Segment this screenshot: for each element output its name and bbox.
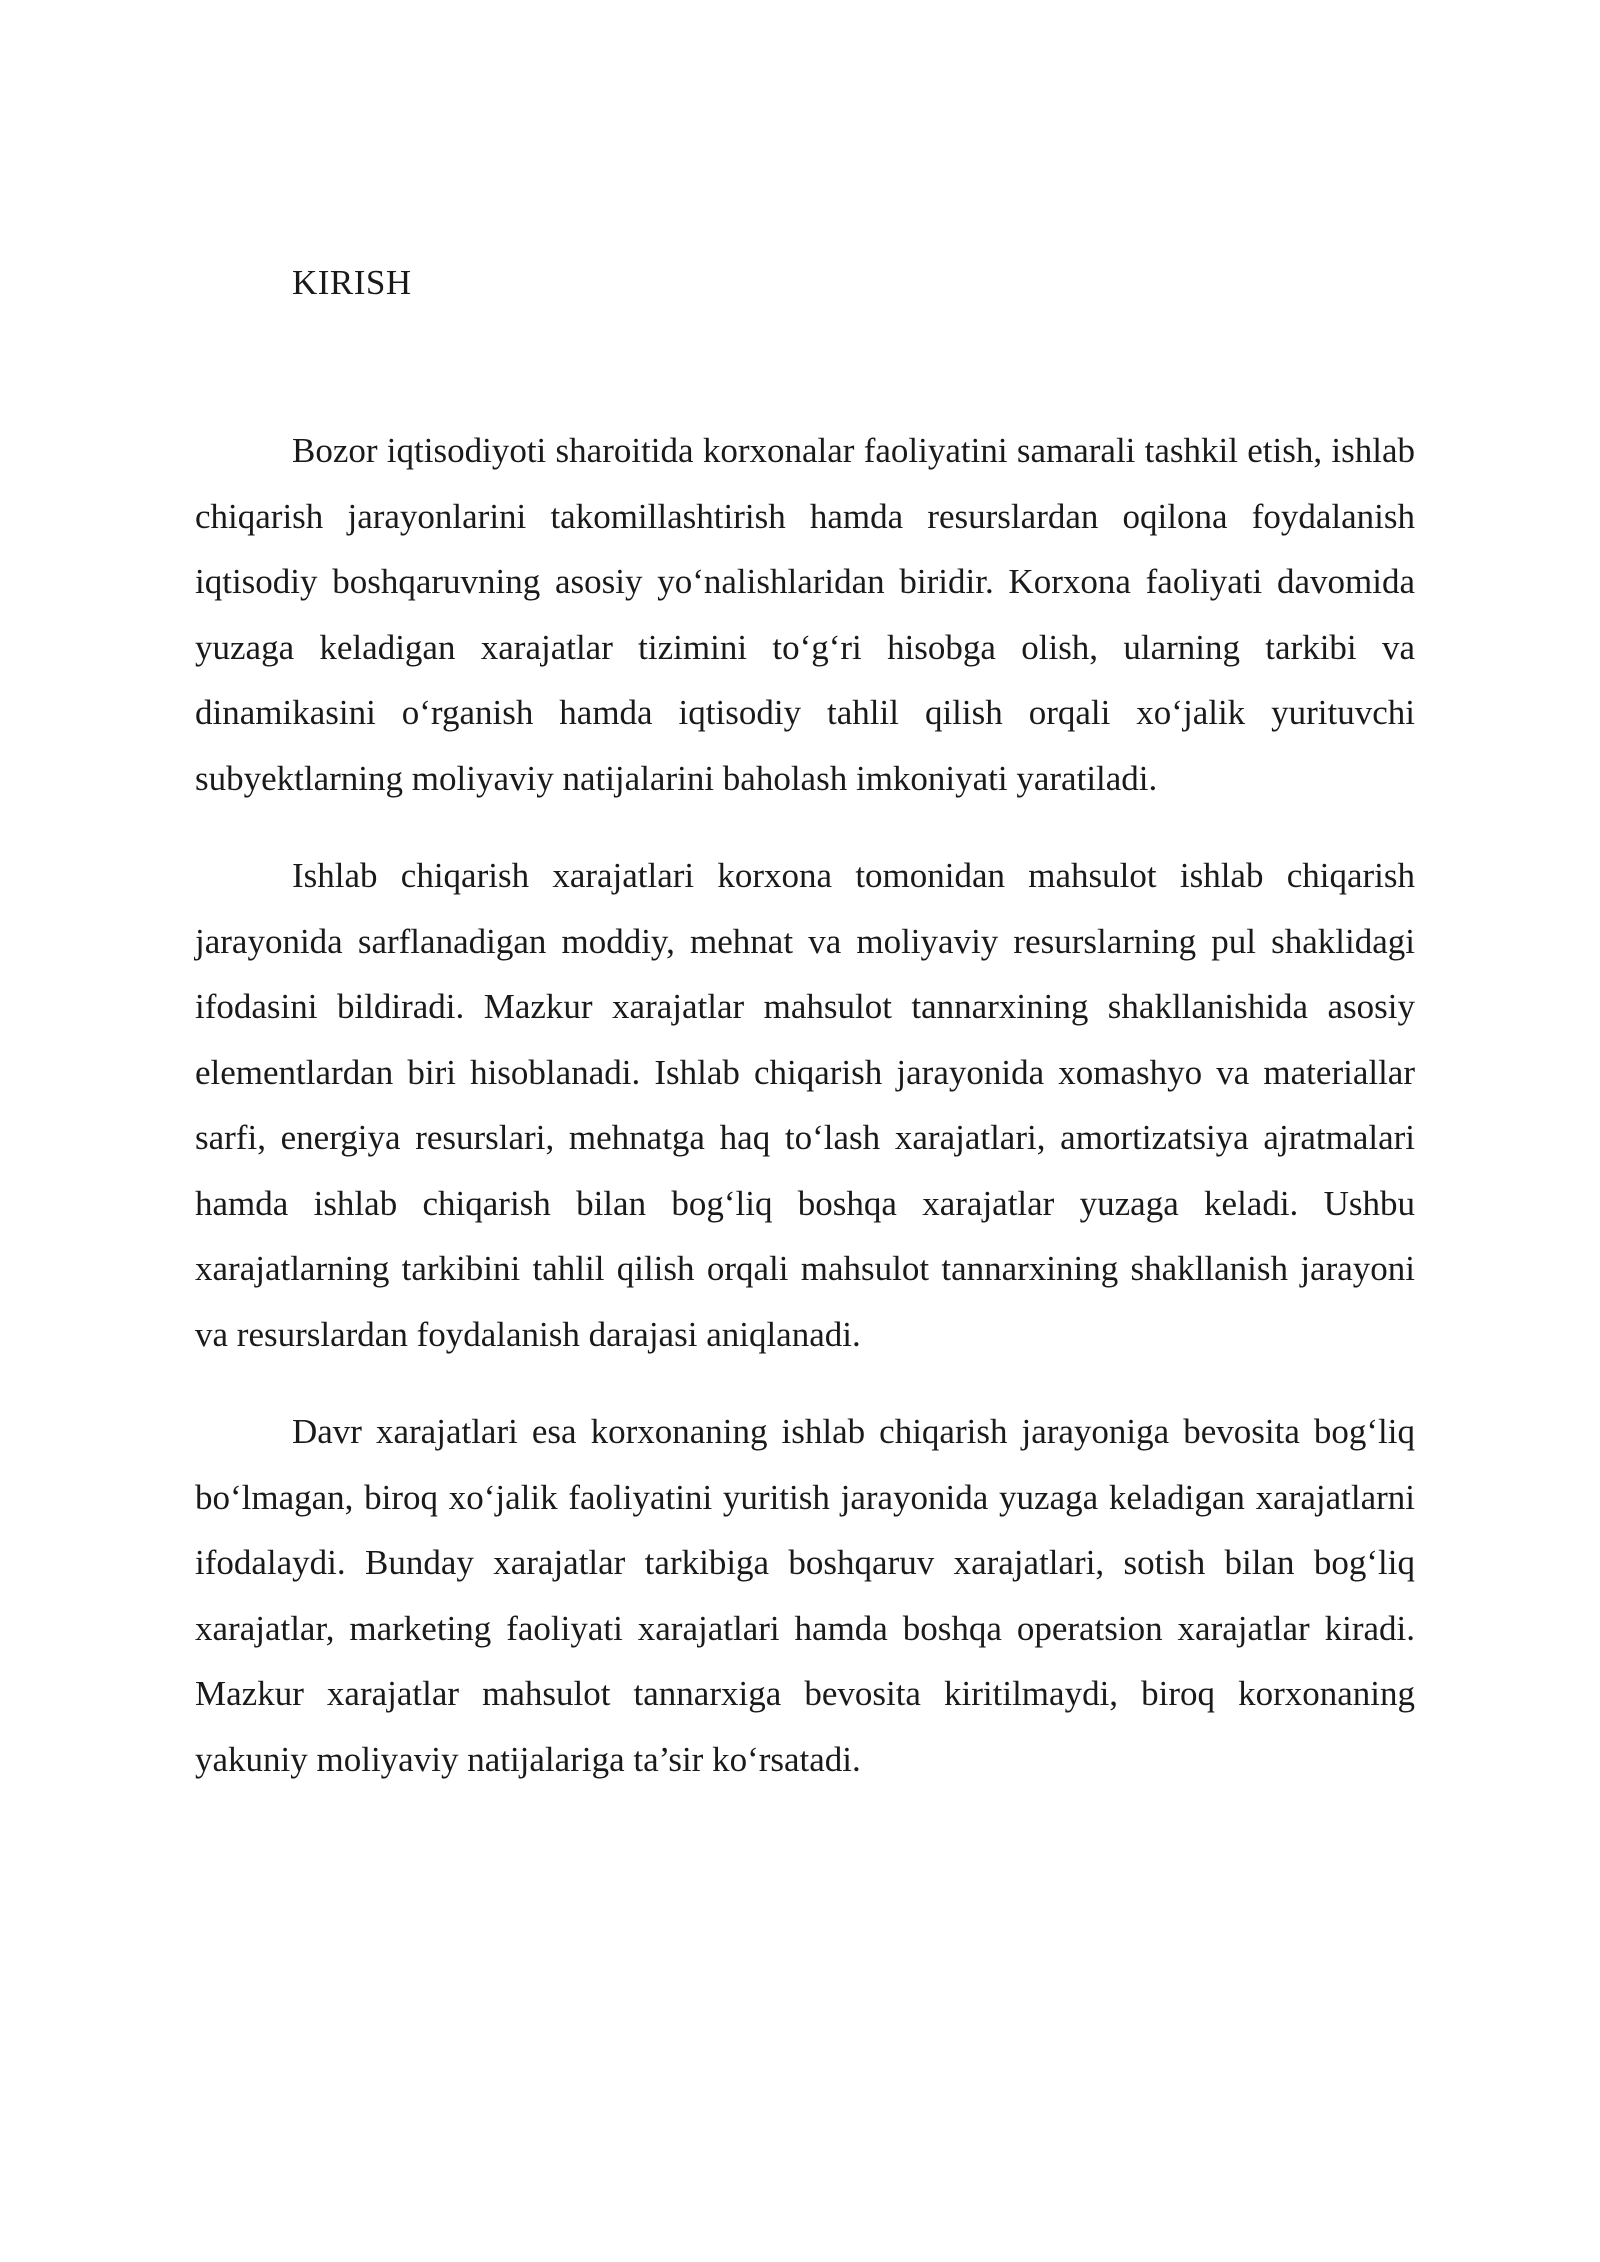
paragraph-period-costs: Davr xarajatlari esa korxonaning ishlab chiqarish jarayoniga bevosita bog‘liq bo‘lmagan, biroq xo‘jalik faoliyatini yuritish jarayonida yuzaga keladigan xarajatlarni ifodalaydi. Bunday xarajatlar tarkibiga boshqaruv xarajatlari, sotish bilan bog‘liq xarajatlar, marketing faoliyati xarajatlari hamda boshqa operatsion xarajatlar kiradi. Mazkur xarajatlar mahsulot tannarxiga bevosita kiritilmaydi, biroq korxonaning yakuniy moliyaviy natijalariga ta’sir ko‘rsatadi. bbox=[195, 1412, 1415, 1779]
paragraph-intro: Bozor iqtisodiyoti sharoitida korxonalar faoliyatini samarali tashkil etish, ishlab chiqarish jarayonlarini takomillashtirish hamda resurslardan oqilona foydalanish iqtisodiy boshqaruvning asosiy yo‘nalishlaridan biridir. Korxona faoliyati davomida yuzaga keladigan xarajatlar tizimini to‘g‘ri hisobga olish, ularning tarkibi va dinamikasini o‘rganish hamda iqtisodiy tahlil qilish orqali xo‘jalik yurituvchi subyektlarning moliyaviy natijalarini baholash imkoniyati yaratiladi. bbox=[195, 431, 1415, 798]
paragraph-production-costs: Ishlab chiqarish xarajatlari korxona tomonidan mahsulot ishlab chiqarish jarayonida sarflanadigan moddiy, mehnat va moliyaviy resurslarning pul shaklidagi ifodasini bildiradi. Mazkur xarajatlar mahsulot tannarxining shakllanishida asosiy elementlardan biri hisoblanadi. Ishlab chiqarish jarayonida xomashyo va materiallar sarfi, energiya resurslari, mehnatga haq to‘lash xarajatlari, amortizatsiya ajratmalari hamda ishlab chiqarish bilan bog‘liq boshqa xarajatlar yuzaga keladi. Ushbu xarajatlarning tarkibini tahlil qilish orqali mahsulot tannarxining shakllanish jarayoni va resurslardan foydalanish darajasi aniqlanadi. bbox=[195, 856, 1415, 1354]
body-text bbox=[195, 418, 1415, 1824]
section-heading: KIRISH bbox=[292, 263, 412, 302]
